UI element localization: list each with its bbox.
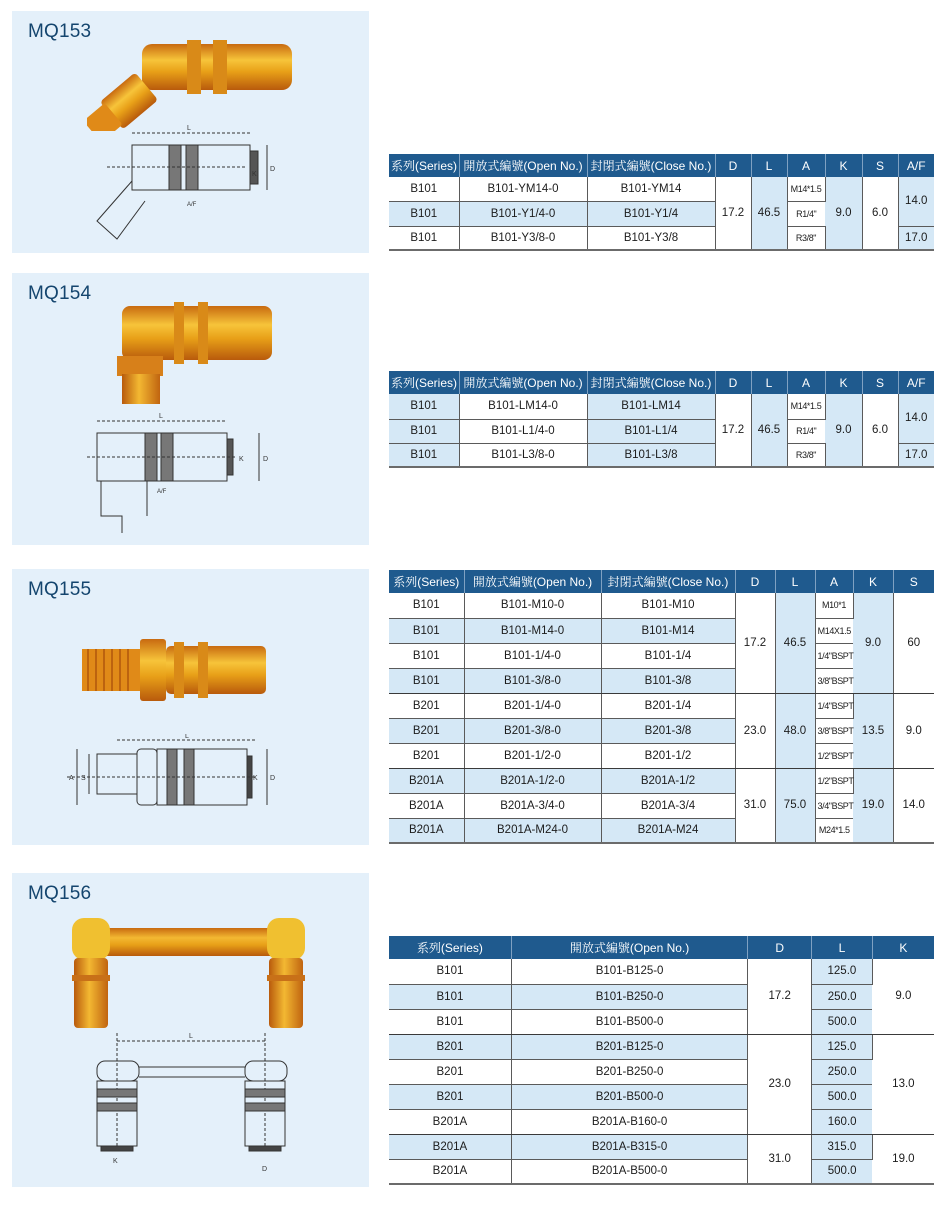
table-row — [389, 793, 934, 818]
cell-open-no: B201-B125-0 — [511, 1034, 747, 1059]
cell-d: 31.0 — [748, 1134, 812, 1184]
svg-text:A/F: A/F — [187, 202, 197, 208]
cell-l: 46.5 — [775, 593, 815, 693]
cell-open-no: B101-LM14-0 — [459, 394, 587, 419]
col-series: 系列(Series) — [389, 371, 459, 394]
cell-a: M14*1.5 — [787, 177, 825, 201]
cell-series: B201A — [389, 818, 464, 843]
product-panel-mq153 — [12, 11, 369, 253]
cell-l: 125.0 — [812, 959, 873, 984]
cell-close-no: B101-3/8 — [601, 668, 735, 693]
cell-open-no: B201-B500-0 — [511, 1084, 747, 1109]
table-header-row — [389, 936, 934, 959]
cell-l: 46.5 — [751, 394, 787, 467]
table-row — [389, 818, 934, 843]
cell-a: M24*1.5 — [815, 818, 853, 843]
cell-open-no: B101-3/8-0 — [464, 668, 601, 693]
cell-close-no: B101-YM14 — [587, 177, 715, 201]
cell-l: 250.0 — [812, 984, 873, 1009]
cell-series: B101 — [389, 419, 459, 443]
svg-text:D: D — [270, 775, 276, 782]
cell-open-no: B201A-3/4-0 — [464, 793, 601, 818]
table-header-row — [389, 154, 934, 177]
cell-af: 14.0 — [898, 394, 934, 443]
svg-text:D: D — [263, 456, 269, 463]
brass-elbow-coupler-photo — [112, 298, 282, 408]
cell-k: 9.0 — [825, 177, 862, 250]
model-title: MQ155 — [28, 579, 92, 600]
product-panel-mq155 — [12, 569, 369, 845]
cell-series: B201 — [389, 1059, 511, 1084]
cell-close-no: B201A-1/2 — [601, 768, 735, 793]
cell-open-no: B201-1/4-0 — [464, 693, 601, 718]
cell-d: 17.2 — [715, 177, 751, 250]
cell-a: R1/4" — [787, 419, 825, 443]
brass-bridge-coupler-photo — [72, 913, 312, 1033]
table-row — [389, 768, 934, 793]
col-k: K — [853, 570, 893, 593]
cell-a: 1/4"BSPT — [815, 643, 853, 668]
col-af: A/F — [898, 371, 934, 394]
col-close-no: 封閉式編號(Close No.) — [587, 154, 715, 177]
cell-k: 19.0 — [872, 1134, 934, 1184]
cell-close-no: B201A-3/4 — [601, 793, 735, 818]
cell-l: 160.0 — [812, 1109, 873, 1134]
model-title: MQ154 — [28, 283, 92, 304]
cell-a: R3/8" — [787, 226, 825, 250]
cell-close-no: B201A-M24 — [601, 818, 735, 843]
col-open-no: 開放式編號(Open No.) — [464, 570, 601, 593]
svg-text:L: L — [159, 413, 163, 420]
cell-s: 60 — [893, 593, 934, 693]
col-a: A — [787, 371, 825, 394]
col-l: L — [751, 154, 787, 177]
cell-series: B201 — [389, 1084, 511, 1109]
cell-series: B201A — [389, 768, 464, 793]
cell-d: 23.0 — [735, 693, 775, 768]
cell-series: B201A — [389, 1159, 511, 1184]
cell-s: 6.0 — [862, 394, 898, 467]
cell-series: B101 — [389, 177, 459, 201]
cell-open-no: B101-Y3/8-0 — [459, 226, 587, 250]
cell-a: 3/4"BSPT — [815, 793, 853, 818]
cell-close-no: B101-1/4 — [601, 643, 735, 668]
spec-table-mq155 — [389, 570, 934, 844]
cell-series: B101 — [389, 443, 459, 467]
brass-straight-coupler-photo — [80, 634, 270, 704]
col-a: A — [787, 154, 825, 177]
model-title: MQ156 — [28, 883, 92, 904]
col-d: D — [715, 154, 751, 177]
svg-text:A/F: A/F — [157, 489, 167, 495]
cell-d: 17.2 — [715, 394, 751, 467]
cell-l: 75.0 — [775, 768, 815, 843]
cell-series: B201A — [389, 1109, 511, 1134]
table-row — [389, 693, 934, 718]
cell-open-no: B201A-B315-0 — [511, 1134, 747, 1159]
cell-af: 17.0 — [898, 226, 934, 250]
cell-l: 48.0 — [775, 693, 815, 768]
cell-af: 17.0 — [898, 443, 934, 467]
table-row — [389, 743, 934, 768]
cell-open-no: B201-1/2-0 — [464, 743, 601, 768]
table-row — [389, 593, 934, 618]
cell-open-no: B201A-B500-0 — [511, 1159, 747, 1184]
table-header-row — [389, 371, 934, 394]
col-k: K — [825, 154, 862, 177]
col-d: D — [748, 936, 812, 959]
mq153-dimension-drawing — [87, 121, 287, 246]
cell-open-no: B101-L1/4-0 — [459, 419, 587, 443]
cell-series: B101 — [389, 201, 459, 226]
cell-a: M10*1 — [815, 593, 853, 618]
cell-l: 46.5 — [751, 177, 787, 250]
table-row — [389, 1034, 934, 1059]
cell-series: B201A — [389, 793, 464, 818]
svg-text:L: L — [185, 734, 189, 740]
cell-s: 9.0 — [893, 693, 934, 768]
col-close-no: 封閉式編號(Close No.) — [601, 570, 735, 593]
col-l: L — [751, 371, 787, 394]
cell-open-no: B101-L3/8-0 — [459, 443, 587, 467]
cell-series: B101 — [389, 643, 464, 668]
cell-a: R3/8" — [787, 443, 825, 467]
cell-d: 23.0 — [748, 1034, 812, 1134]
cell-open-no: B201A-1/2-0 — [464, 768, 601, 793]
cell-open-no: B201-B250-0 — [511, 1059, 747, 1084]
cell-a: 1/2"BSPT — [815, 743, 853, 768]
cell-open-no: B101-M10-0 — [464, 593, 601, 618]
col-open-no: 開放式編號(Open No.) — [511, 936, 747, 959]
cell-k: 9.0 — [853, 593, 893, 693]
cell-close-no: B201-1/4 — [601, 693, 735, 718]
cell-series: B201 — [389, 1034, 511, 1059]
mq154-dimension-drawing — [87, 411, 287, 541]
col-l: L — [812, 936, 873, 959]
col-d: D — [735, 570, 775, 593]
cell-k: 19.0 — [853, 768, 893, 843]
cell-d: 17.2 — [748, 959, 812, 1034]
cell-open-no: B101-YM14-0 — [459, 177, 587, 201]
spec-table-mq153 — [389, 154, 934, 251]
table-row — [389, 618, 934, 643]
svg-text:K: K — [252, 171, 257, 178]
table-row — [389, 394, 934, 419]
table-row — [389, 1134, 934, 1159]
cell-close-no: B101-Y1/4 — [587, 201, 715, 226]
table-row — [389, 718, 934, 743]
cell-open-no: B201-3/8-0 — [464, 718, 601, 743]
mq156-dimension-drawing — [87, 1033, 297, 1183]
cell-open-no: B101-B250-0 — [511, 984, 747, 1009]
brass-45deg-coupler-photo — [87, 36, 297, 131]
product-panel-mq154 — [12, 273, 369, 545]
cell-open-no: B101-B500-0 — [511, 1009, 747, 1034]
cell-series: B101 — [389, 618, 464, 643]
table-row — [389, 668, 934, 693]
cell-l: 500.0 — [812, 1084, 873, 1109]
cell-k: 9.0 — [872, 959, 934, 1034]
cell-close-no: B101-Y3/8 — [587, 226, 715, 250]
cell-l: 500.0 — [812, 1009, 873, 1034]
cell-l: 125.0 — [812, 1034, 873, 1059]
cell-close-no: B201-1/2 — [601, 743, 735, 768]
cell-a: 3/8"BSPT — [815, 718, 853, 743]
svg-text:D: D — [262, 1166, 268, 1173]
col-k: K — [825, 371, 862, 394]
table-row — [389, 984, 934, 1009]
col-series: 系列(Series) — [389, 936, 511, 959]
table-row — [389, 1084, 934, 1109]
cell-series: B201A — [389, 1134, 511, 1159]
spec-table-mq154 — [389, 371, 934, 468]
svg-text:K: K — [253, 775, 258, 782]
table-row — [389, 1109, 934, 1134]
cell-open-no: B201A-M24-0 — [464, 818, 601, 843]
cell-open-no: B101-Y1/4-0 — [459, 201, 587, 226]
table-row — [389, 177, 934, 201]
col-series: 系列(Series) — [389, 154, 459, 177]
col-s: S — [862, 154, 898, 177]
cell-series: B201 — [389, 693, 464, 718]
model-title: MQ153 — [28, 21, 92, 42]
cell-k: 9.0 — [825, 394, 862, 467]
table-row — [389, 643, 934, 668]
col-af: A/F — [898, 154, 934, 177]
svg-text:K: K — [239, 456, 244, 463]
cell-close-no: B101-LM14 — [587, 394, 715, 419]
svg-text:K: K — [113, 1158, 118, 1165]
table-row — [389, 959, 934, 984]
table-header-row — [389, 570, 934, 593]
product-panel-mq156 — [12, 873, 369, 1187]
cell-open-no: B201A-B160-0 — [511, 1109, 747, 1134]
cell-series: B201 — [389, 718, 464, 743]
col-s: S — [862, 371, 898, 394]
cell-k: 13.5 — [853, 693, 893, 768]
cell-a: M14X1.5 — [815, 618, 853, 643]
table-row — [389, 1009, 934, 1034]
cell-close-no: B101-M14 — [601, 618, 735, 643]
cell-open-no: B101-B125-0 — [511, 959, 747, 984]
col-open-no: 開放式編號(Open No.) — [459, 154, 587, 177]
cell-series: B101 — [389, 959, 511, 984]
cell-a: M14*1.5 — [787, 394, 825, 419]
spec-table-mq156 — [389, 936, 934, 1185]
cell-l: 315.0 — [812, 1134, 873, 1159]
col-a: A — [815, 570, 853, 593]
cell-a: 1/2"BSPT — [815, 768, 853, 793]
table-row — [389, 1159, 934, 1184]
cell-af: 14.0 — [898, 177, 934, 226]
svg-text:A: A — [69, 775, 74, 782]
cell-open-no: B101-1/4-0 — [464, 643, 601, 668]
col-l: L — [775, 570, 815, 593]
cell-a: R1/4" — [787, 201, 825, 226]
cell-series: B101 — [389, 1009, 511, 1034]
table-row — [389, 1059, 934, 1084]
cell-close-no: B201-3/8 — [601, 718, 735, 743]
cell-series: B101 — [389, 593, 464, 618]
cell-open-no: B101-M14-0 — [464, 618, 601, 643]
svg-text:L: L — [189, 1033, 193, 1040]
cell-l: 250.0 — [812, 1059, 873, 1084]
cell-close-no: B101-M10 — [601, 593, 735, 618]
svg-text:L: L — [187, 125, 191, 132]
cell-s: 14.0 — [893, 768, 934, 843]
col-d: D — [715, 371, 751, 394]
cell-series: B101 — [389, 226, 459, 250]
col-open-no: 開放式編號(Open No.) — [459, 371, 587, 394]
cell-l: 500.0 — [812, 1159, 873, 1184]
cell-series: B101 — [389, 394, 459, 419]
svg-text:S: S — [81, 775, 86, 782]
col-series: 系列(Series) — [389, 570, 464, 593]
col-k: K — [872, 936, 934, 959]
cell-series: B101 — [389, 984, 511, 1009]
cell-close-no: B101-L3/8 — [587, 443, 715, 467]
col-close-no: 封閉式編號(Close No.) — [587, 371, 715, 394]
cell-s: 6.0 — [862, 177, 898, 250]
cell-series: B201 — [389, 743, 464, 768]
cell-a: 1/4"BSPT — [815, 693, 853, 718]
cell-series: B101 — [389, 668, 464, 693]
mq155-dimension-drawing — [67, 734, 307, 829]
cell-a: 3/8"BSPT — [815, 668, 853, 693]
cell-k: 13.0 — [872, 1034, 934, 1134]
cell-d: 31.0 — [735, 768, 775, 843]
svg-text:D: D — [270, 166, 276, 173]
col-s: S — [893, 570, 934, 593]
cell-close-no: B101-L1/4 — [587, 419, 715, 443]
cell-d: 17.2 — [735, 593, 775, 693]
